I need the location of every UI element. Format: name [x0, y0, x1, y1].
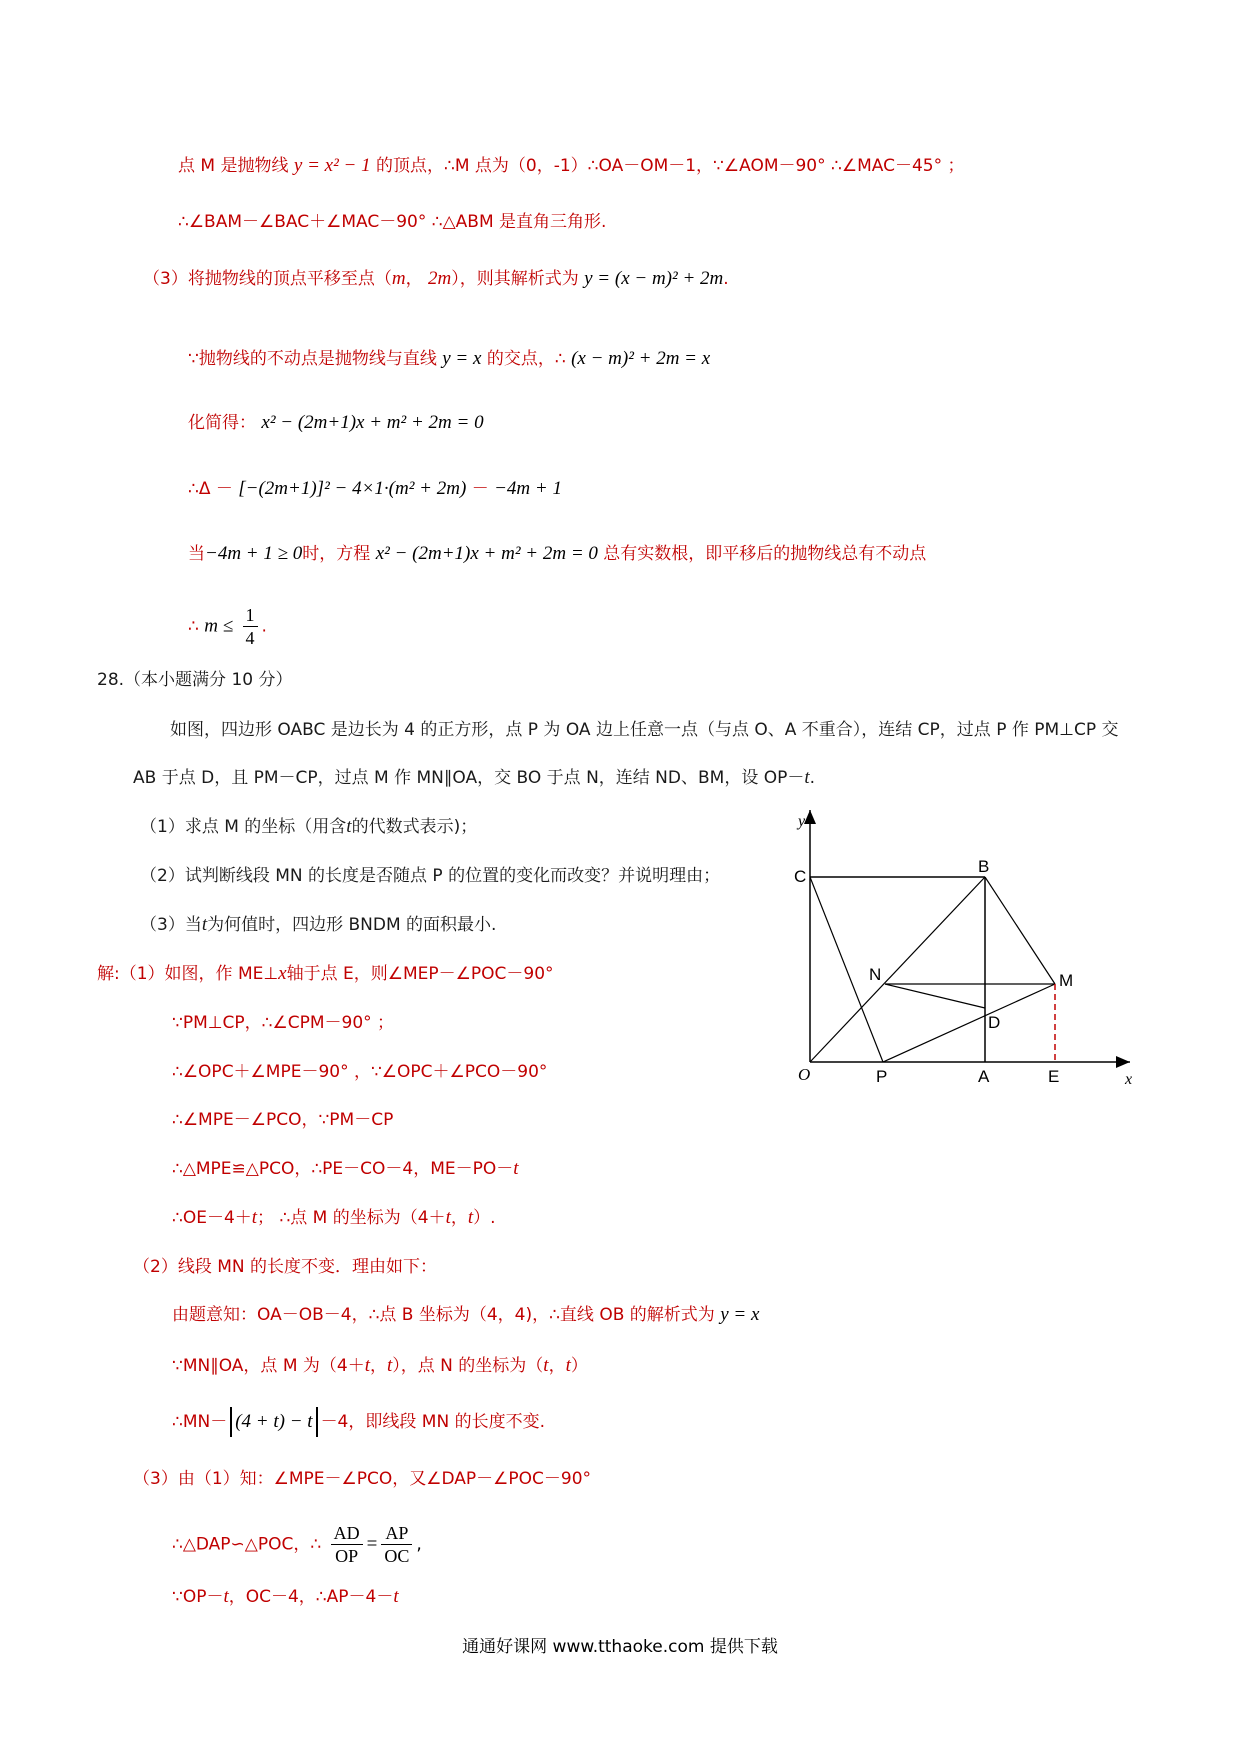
question-item — [140, 911, 496, 939]
formula: t — [346, 816, 352, 837]
text-span: 时，方程 — [302, 544, 371, 564]
fraction-numerator: AD — [331, 1522, 363, 1545]
solution-line — [172, 1155, 519, 1183]
formula: y = x² − 1 — [293, 155, 371, 176]
text-span: ∴Δ － — [188, 479, 233, 499]
label-M: M — [1059, 971, 1074, 990]
text-span: ∴△MPE≌△PCO，∴PE－CO－4，ME－PO－ — [172, 1159, 514, 1179]
solution-line — [188, 475, 562, 503]
formula: y = (x − m)² + 2m — [584, 268, 724, 289]
label-B: B — [978, 857, 990, 876]
solution-line: ∵PM⊥CP，∴∠CPM－90° ； — [172, 1013, 395, 1033]
text-span: 点 M 是抛物线 — [178, 156, 289, 176]
segment-PM — [883, 984, 1055, 1062]
label-y: y — [798, 813, 806, 830]
formula: t — [251, 1207, 258, 1228]
formula: [−(2m+1)]² − 4×1·(m² + 2m) — [238, 478, 467, 499]
formula: t — [445, 1207, 451, 1228]
text-span: ），则其解析式为 — [451, 269, 579, 289]
y-axis-arrow — [804, 810, 816, 824]
segment-OB — [810, 877, 985, 1062]
formula: t — [565, 1355, 571, 1376]
text-span: ，OC－4，∴AP－4－ — [228, 1587, 394, 1607]
text-span: AB 于点 D，且 PM－CP，过点 M 作 MN∥OA，交 BO 于点 N，连结 ND、BM，设 OP－ — [133, 768, 805, 788]
text-span: 的交点，∴ — [486, 349, 566, 369]
formula: m ≤ — [204, 615, 234, 637]
formula: x — [278, 963, 287, 984]
question-paragraph — [133, 764, 815, 792]
formula: y = x — [720, 1304, 760, 1325]
formula: y = x — [442, 348, 482, 369]
formula: −4m + 1 ≥ 0 — [205, 543, 303, 564]
solution-line — [172, 1522, 422, 1567]
formula: x² − (2m+1)x + m² + 2m = 0 — [261, 412, 484, 433]
fraction-denominator: OP — [335, 1546, 359, 1566]
equals-sign: = — [366, 1533, 378, 1555]
formula: t — [467, 1207, 474, 1228]
text-span: 化简得： — [188, 413, 256, 433]
fraction — [381, 1522, 412, 1567]
text-span: （3）当 — [140, 915, 202, 935]
text-span: 为何值时，四边形 BNDM 的面积最小. — [207, 915, 497, 935]
text-span: ）. — [473, 1208, 496, 1228]
text-span: ∵抛物线的不动点是抛物线与直线 — [188, 349, 437, 369]
fraction-denominator: 4 — [245, 628, 255, 648]
text-span: ， — [405, 269, 423, 289]
question-item — [140, 813, 477, 841]
text-span: ∴ — [188, 616, 199, 637]
label-P: P — [876, 1067, 888, 1086]
text-span: , — [416, 1534, 422, 1555]
text-span: 轴于点 E，则∠MEP－∠POC－90° — [286, 964, 554, 984]
text-span: ∴△DAP∽△POC，∴ — [172, 1534, 322, 1555]
text-span: 的顶点，∴M 点为（0，-1）∴OA－OM－1，∵∠AOM－90° ∴∠MAC－45° ； — [376, 156, 965, 176]
formula: t — [364, 1355, 370, 1376]
geometry-figure — [770, 800, 1140, 1090]
page-footer: 通通好课网 www.tthaoke.com 提供下载 — [462, 1637, 778, 1657]
formula: t — [543, 1355, 549, 1376]
solution-line — [172, 1204, 496, 1232]
formula: −4m + 1 — [494, 478, 562, 499]
text-span: 当 — [188, 544, 205, 564]
text-span: ∵OP－ — [172, 1587, 224, 1607]
solution-line — [188, 409, 484, 437]
hidden-helper — [883, 984, 885, 1062]
absolute-value-bar — [230, 1407, 232, 1437]
segment-ND — [885, 984, 985, 1008]
solution-line: ∴∠MPE－∠PCO，∵PM－CP — [172, 1110, 394, 1130]
text-span: －4，即线段 MN 的长度不变. — [320, 1412, 545, 1432]
solution-line: ∴∠OPC＋∠MPE－90° ，∵∠OPC＋∠PCO－90° — [172, 1062, 548, 1082]
label-E: E — [1048, 1067, 1060, 1086]
solution-line — [172, 1352, 588, 1380]
solution-line — [172, 1301, 759, 1329]
label-D: D — [988, 1013, 1001, 1032]
text-span: . — [261, 616, 267, 637]
question-item: （2）试判断线段 MN 的长度是否随点 P 的位置的变化而改变？并说明理由； — [140, 866, 721, 886]
text-span: ∴OE－4＋ — [172, 1208, 252, 1228]
fraction-numerator: 1 — [243, 604, 258, 627]
text-span: ） — [570, 1356, 588, 1376]
question-title: 28.（本小题满分 10 分） — [97, 670, 293, 690]
text-span: （1）求点 M 的坐标（用含 — [140, 817, 347, 837]
text-span: 的代数式表示)； — [351, 817, 478, 837]
label-N: N — [869, 965, 882, 984]
label-A: A — [978, 1067, 990, 1086]
formula: 2m — [427, 268, 452, 289]
text-span: ， — [548, 1356, 566, 1376]
solution-line — [178, 152, 965, 180]
fraction — [331, 1522, 363, 1567]
text-span: － — [471, 479, 489, 499]
solution-line: （2）线段 MN 的长度不变．理由如下： — [133, 1257, 438, 1277]
solution-line — [188, 540, 926, 568]
text-span: 总有实数根，即平移后的抛物线总有不动点 — [603, 544, 927, 564]
solution-line — [97, 960, 554, 988]
text-span: ∵MN∥OA，点 M 为（4＋ — [172, 1356, 365, 1376]
solution-line — [143, 265, 729, 293]
formula: (4 + t) − t — [235, 1411, 313, 1432]
text-span: ， — [369, 1356, 387, 1376]
formula: (x − m)² + 2m = x — [571, 348, 711, 369]
formula: t — [223, 1586, 229, 1607]
text-span: . — [723, 269, 729, 289]
label-x: x — [1125, 1071, 1133, 1088]
solution-line — [188, 604, 267, 649]
formula: t — [513, 1158, 519, 1179]
label-O: O — [798, 1065, 811, 1084]
formula: t — [386, 1355, 393, 1376]
formula: m — [391, 268, 406, 289]
solution-line: （3）由（1）知：∠MPE－∠PCO，又∠DAP－∠POC－90° — [133, 1469, 592, 1489]
formula: x² − (2m+1)x + m² + 2m = 0 — [375, 543, 598, 564]
text-span: ），点 N 的坐标为（ — [392, 1356, 544, 1376]
text-span: . — [809, 768, 816, 788]
question-paragraph: 如图，四边形 OABC 是边长为 4 的正方形，点 P 为 OA 边上任意一点（与点 O、A 不重合），连结 CP，过点 P 作 PM⊥CP 交 — [170, 720, 1119, 740]
fraction-numerator: AP — [381, 1522, 412, 1545]
text-span: ， — [450, 1208, 468, 1228]
x-axis-arrow — [1116, 1056, 1130, 1068]
text-span: 解:（1）如图，作 ME⊥ — [97, 964, 279, 984]
solution-line — [172, 1407, 545, 1437]
fraction — [243, 604, 258, 649]
formula: t — [201, 914, 208, 935]
text-span: （3）将抛物线的顶点平移至点（ — [143, 269, 392, 289]
text-span: ∴MN－ — [172, 1412, 228, 1432]
solution-line: ∴∠BAM－∠BAC＋∠MAC－90° ∴△ABM 是直角三角形. — [178, 212, 607, 232]
solution-line — [172, 1583, 399, 1611]
segment-BM — [985, 877, 1055, 984]
label-C: C — [794, 867, 807, 886]
absolute-value-bar — [316, 1407, 318, 1437]
formula: t — [804, 767, 810, 788]
text-span: 由题意知：OA－OB－4，∴点 B 坐标为（4，4)，∴直线 OB 的解析式为 — [172, 1305, 715, 1325]
solution-line — [188, 345, 710, 373]
formula: t — [393, 1586, 399, 1607]
text-span: ； ∴点 M 的坐标为（4＋ — [257, 1208, 446, 1228]
fraction-denominator: OC — [384, 1546, 410, 1566]
